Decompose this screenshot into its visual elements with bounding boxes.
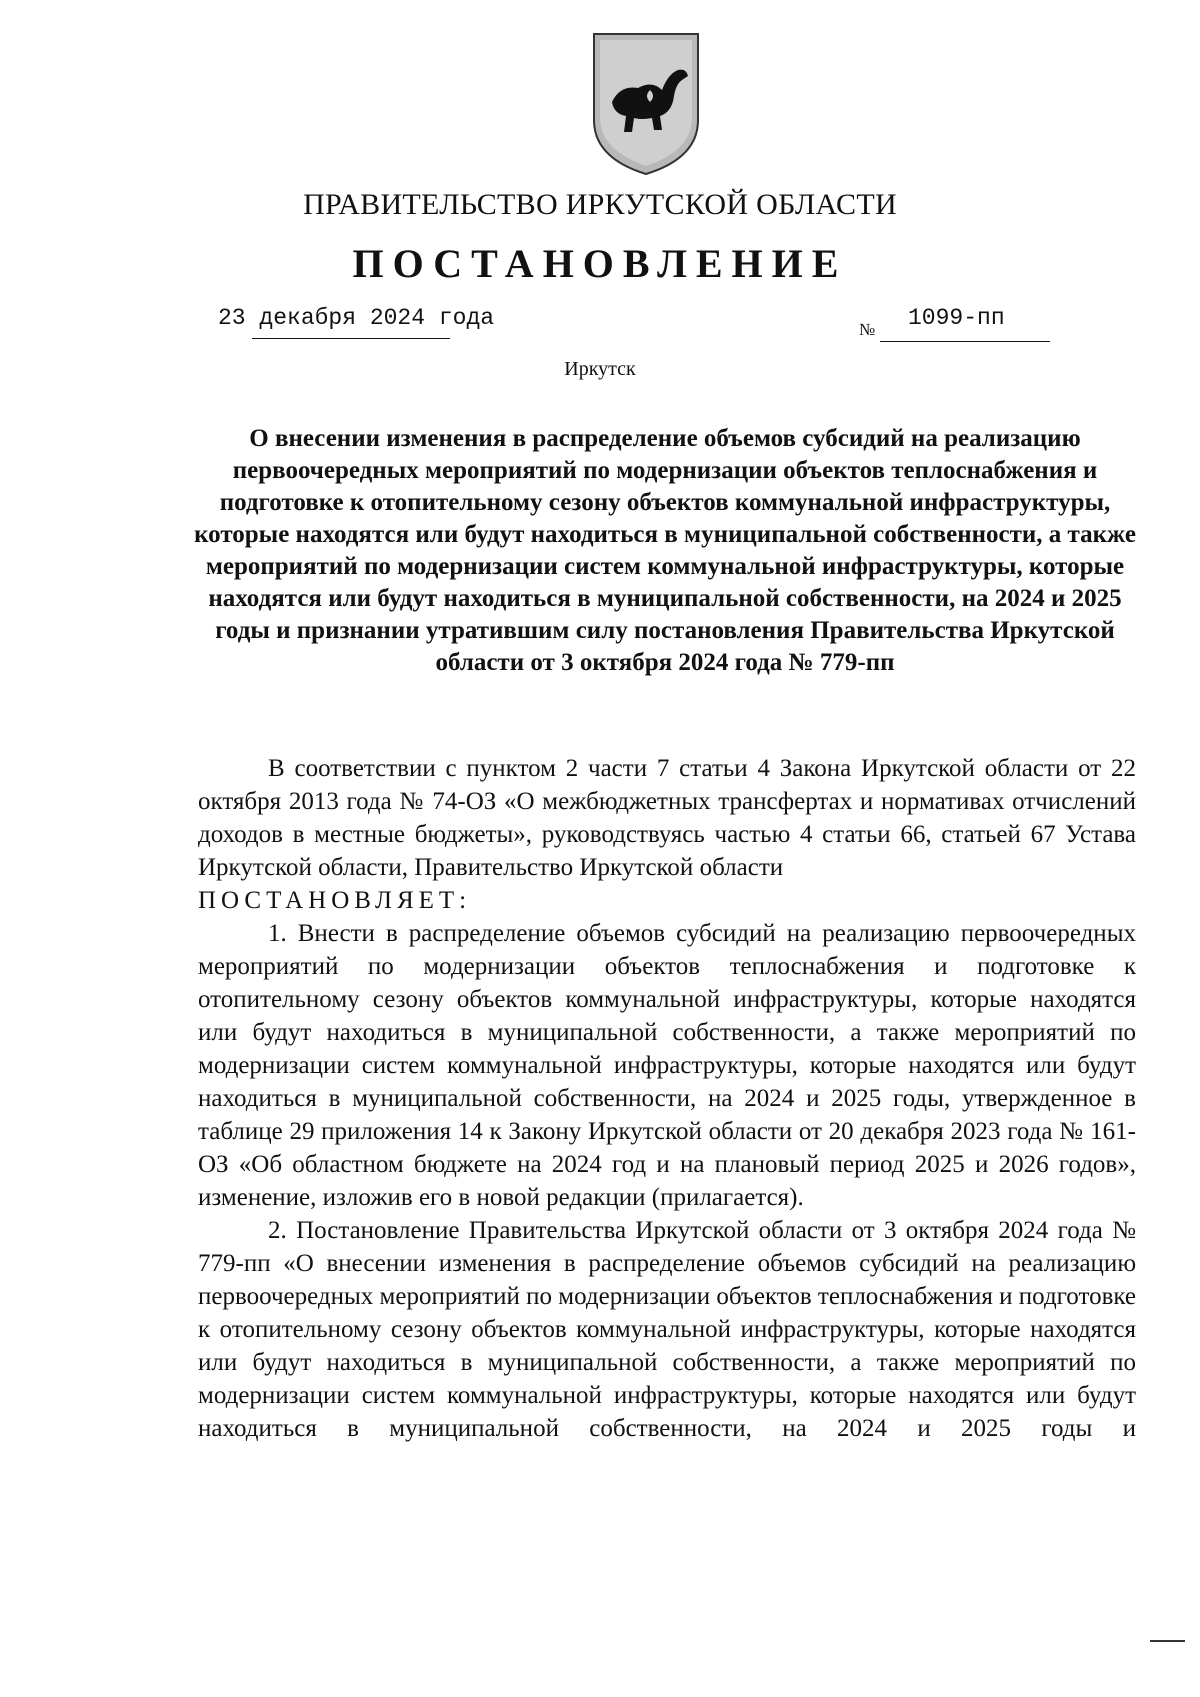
item-2-paragraph: 2. Постановление Правительства Иркутской области от 3 октября 2024 года № 779-пп «О внесении изменения в распределение объемов субсидий на реализацию первоочередных мероприятий по модернизации объектов теплоснабжения и подготовке к отопительному сезону объектов коммунальной инфраструктуры, которые находятся или будут находиться в муниципальной собственности, а также мероприятий по модернизации систем коммунальной инфраструктуры, которые находятся или будут находиться в муниципальной собственности, на 2024 и 2025 годы и <box>198 1217 1136 1442</box>
page-edge-mark <box>1150 1640 1185 1642</box>
number-underline <box>880 341 1050 342</box>
document-number: 1099-пп <box>908 305 1005 331</box>
organization-name: ПРАВИТЕЛЬСТВО ИРКУТСКОЙ ОБЛАСТИ <box>303 188 897 221</box>
number-label: № <box>859 320 876 339</box>
document-title: О внесении изменения в распределение объемов субсидий на реализацию первоочередных мероприятий по модернизации объектов теплоснабжения и подготовке к отопительному сезону объектов коммунальной инфраструктуры, которые находятся или будут находиться в муниципальной собственности, а также мероприятий по модернизации систем коммунальной инфраструктуры, которые находятся или будут находиться в муниципальной собственности, на 2024 и 2025 годы и признании утратившим силу постановления Правительства Иркутской области от 3 октября 2024 года № 779-пп <box>194 425 1136 676</box>
document-body <box>198 752 1136 1445</box>
document-type: ПОСТАНОВЛЕНИЕ <box>352 241 848 286</box>
document-date: 23 декабря 2024 года <box>218 305 495 331</box>
item-1-paragraph: 1. Внести в распределение объемов субсидий на реализацию первоочередных мероприятий по модернизации объектов теплоснабжения и подготовке к отопительному сезону объектов коммунальной инфраструктуры, которые находятся или будут находиться в муниципальной собственности, а также мероприятий по модернизации систем коммунальной инфраструктуры, которые находятся или будут находиться в муниципальной собственности, на 2024 и 2025 годы, утвержденное в таблице 29 приложения 14 к Закону Иркутской области от 20 декабря 2023 года № 161-ОЗ «Об областном бюджете на 2024 год и на плановый период 2025 и 2026 годов», изменение, изложив его в новой редакции (прилагается). <box>198 920 1136 1211</box>
preamble-paragraph: В соответствии с пунктом 2 части 7 статьи 4 Закона Иркутской области от 22 октября 2013 года № 74-ОЗ «О межбюджетных трансфертах и нормативах отчислений доходов в местные бюджеты», руководствуясь частью 4 статьи 66, статьей 67 Устава Иркутской области, Правительство Иркутской области <box>198 755 1136 881</box>
city-name: Иркутск <box>564 358 636 380</box>
coat-of-arms-emblem <box>590 30 702 178</box>
resolves-heading: ПОСТАНОВЛЯЕТ: <box>198 887 472 914</box>
date-underline <box>252 338 450 339</box>
